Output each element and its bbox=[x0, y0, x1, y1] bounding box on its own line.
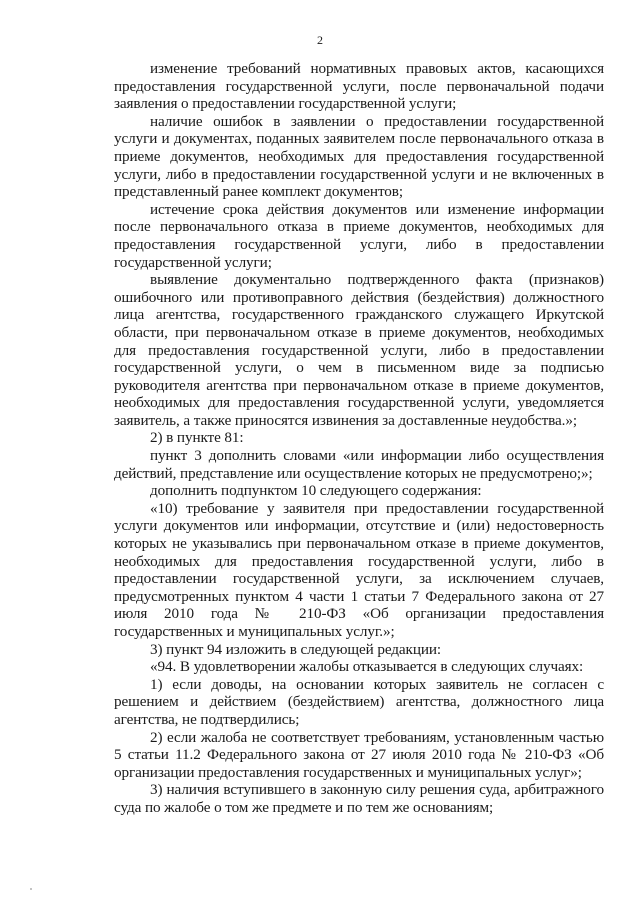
scan-artifact-dot bbox=[30, 888, 32, 890]
paragraph-item-2-clause-81: 2) в пункте 81: bbox=[150, 429, 244, 447]
paragraph-refusal-case-1: 1) если доводы, на основании которых заявитель не согласен с решением и действием (бездействием) агентства, должностного лица агентства, не подтвердились; bbox=[114, 675, 604, 728]
paragraph-documents-expiry: истечение срока действия документов или изменение информации после первоначального отказа в приеме документов, необходимых для предоставления государственной услуги, либо в предоставлении государственной услуги; bbox=[114, 200, 604, 271]
paragraph-refusal-case-3: 3) наличия вступившего в законную силу решения суда, арбитражного суда по жалобе о том же предмете и по тем же основаниям; bbox=[114, 781, 604, 816]
paragraph-subclause-10-text: «10) требование у заявителя при предоставлении государственной услуги документов или информации, отсутствие и (или) недостоверность которых не указывались при первоначальном отказе в приеме документов, необходимых для предоставления государственной услуги, либо в предоставлении государственной услуги, за исключением случаев, предусмотренных пунктом 4 части 1 статьи 7 Федерального закона от 27 июля 2010 года № 210-ФЗ «Об организации предоставления государственных и муниципальных услуг.»; bbox=[114, 499, 604, 640]
paragraph-clause-94-heading: «94. В удовлетворении жалобы отказывается в следующих случаях: bbox=[150, 658, 584, 676]
paragraph-application-errors: наличие ошибок в заявлении о предоставлении государственной услуги и документах, поданных заявителем после первоначального отказа в приеме документов, необходимых для предоставления государственной услуги, либо в предоставлении государственной услуги и не включенных в представленный ранее комплект документов; bbox=[114, 112, 604, 201]
paragraph-item-3-clause-94: 3) пункт 94 изложить в следующей редакции: bbox=[150, 640, 442, 658]
document-body bbox=[114, 60, 604, 817]
paragraph-refusal-case-2: 2) если жалоба не соответствует требованиям, установленным частью 5 статьи 11.2 Федерального закона от 27 июля 2010 года № 210-ФЗ «Об организации предоставления государственных и муниципальных услуг»; bbox=[114, 728, 604, 781]
paragraph-clause-3-addition: пункт 3 дополнить словами «или информации либо осуществления действий, представление или осуществление которых не предусмотрено;»; bbox=[114, 447, 604, 482]
paragraph-erroneous-action: выявление документально подтвержденного факта (признаков) ошибочного или противоправного действия (бездействия) должностного лица агентства, государственного гражданского служащего Иркутской области, при первоначальном отказе в приеме документов, необходимых для предоставления государственной услуги, либо в предоставлении государственной услуги, о чем в письменном виде за подписью руководителя агентства при первоначальном отказе в приеме документов, необходимых для предоставления государственной услуги, уведомляется заявитель, а также приносятся извинения за доставленные неудобства.»; bbox=[114, 271, 604, 429]
paragraph-requirements-change: изменение требований нормативных правовых актов, касающихся предоставления государственной услуги, после первоначальной подачи заявления о предоставлении государственной услуги; bbox=[114, 60, 604, 113]
page-number: 2 bbox=[317, 33, 323, 47]
paragraph-subclause-10-intro: дополнить подпунктом 10 следующего содержания: bbox=[150, 482, 482, 500]
